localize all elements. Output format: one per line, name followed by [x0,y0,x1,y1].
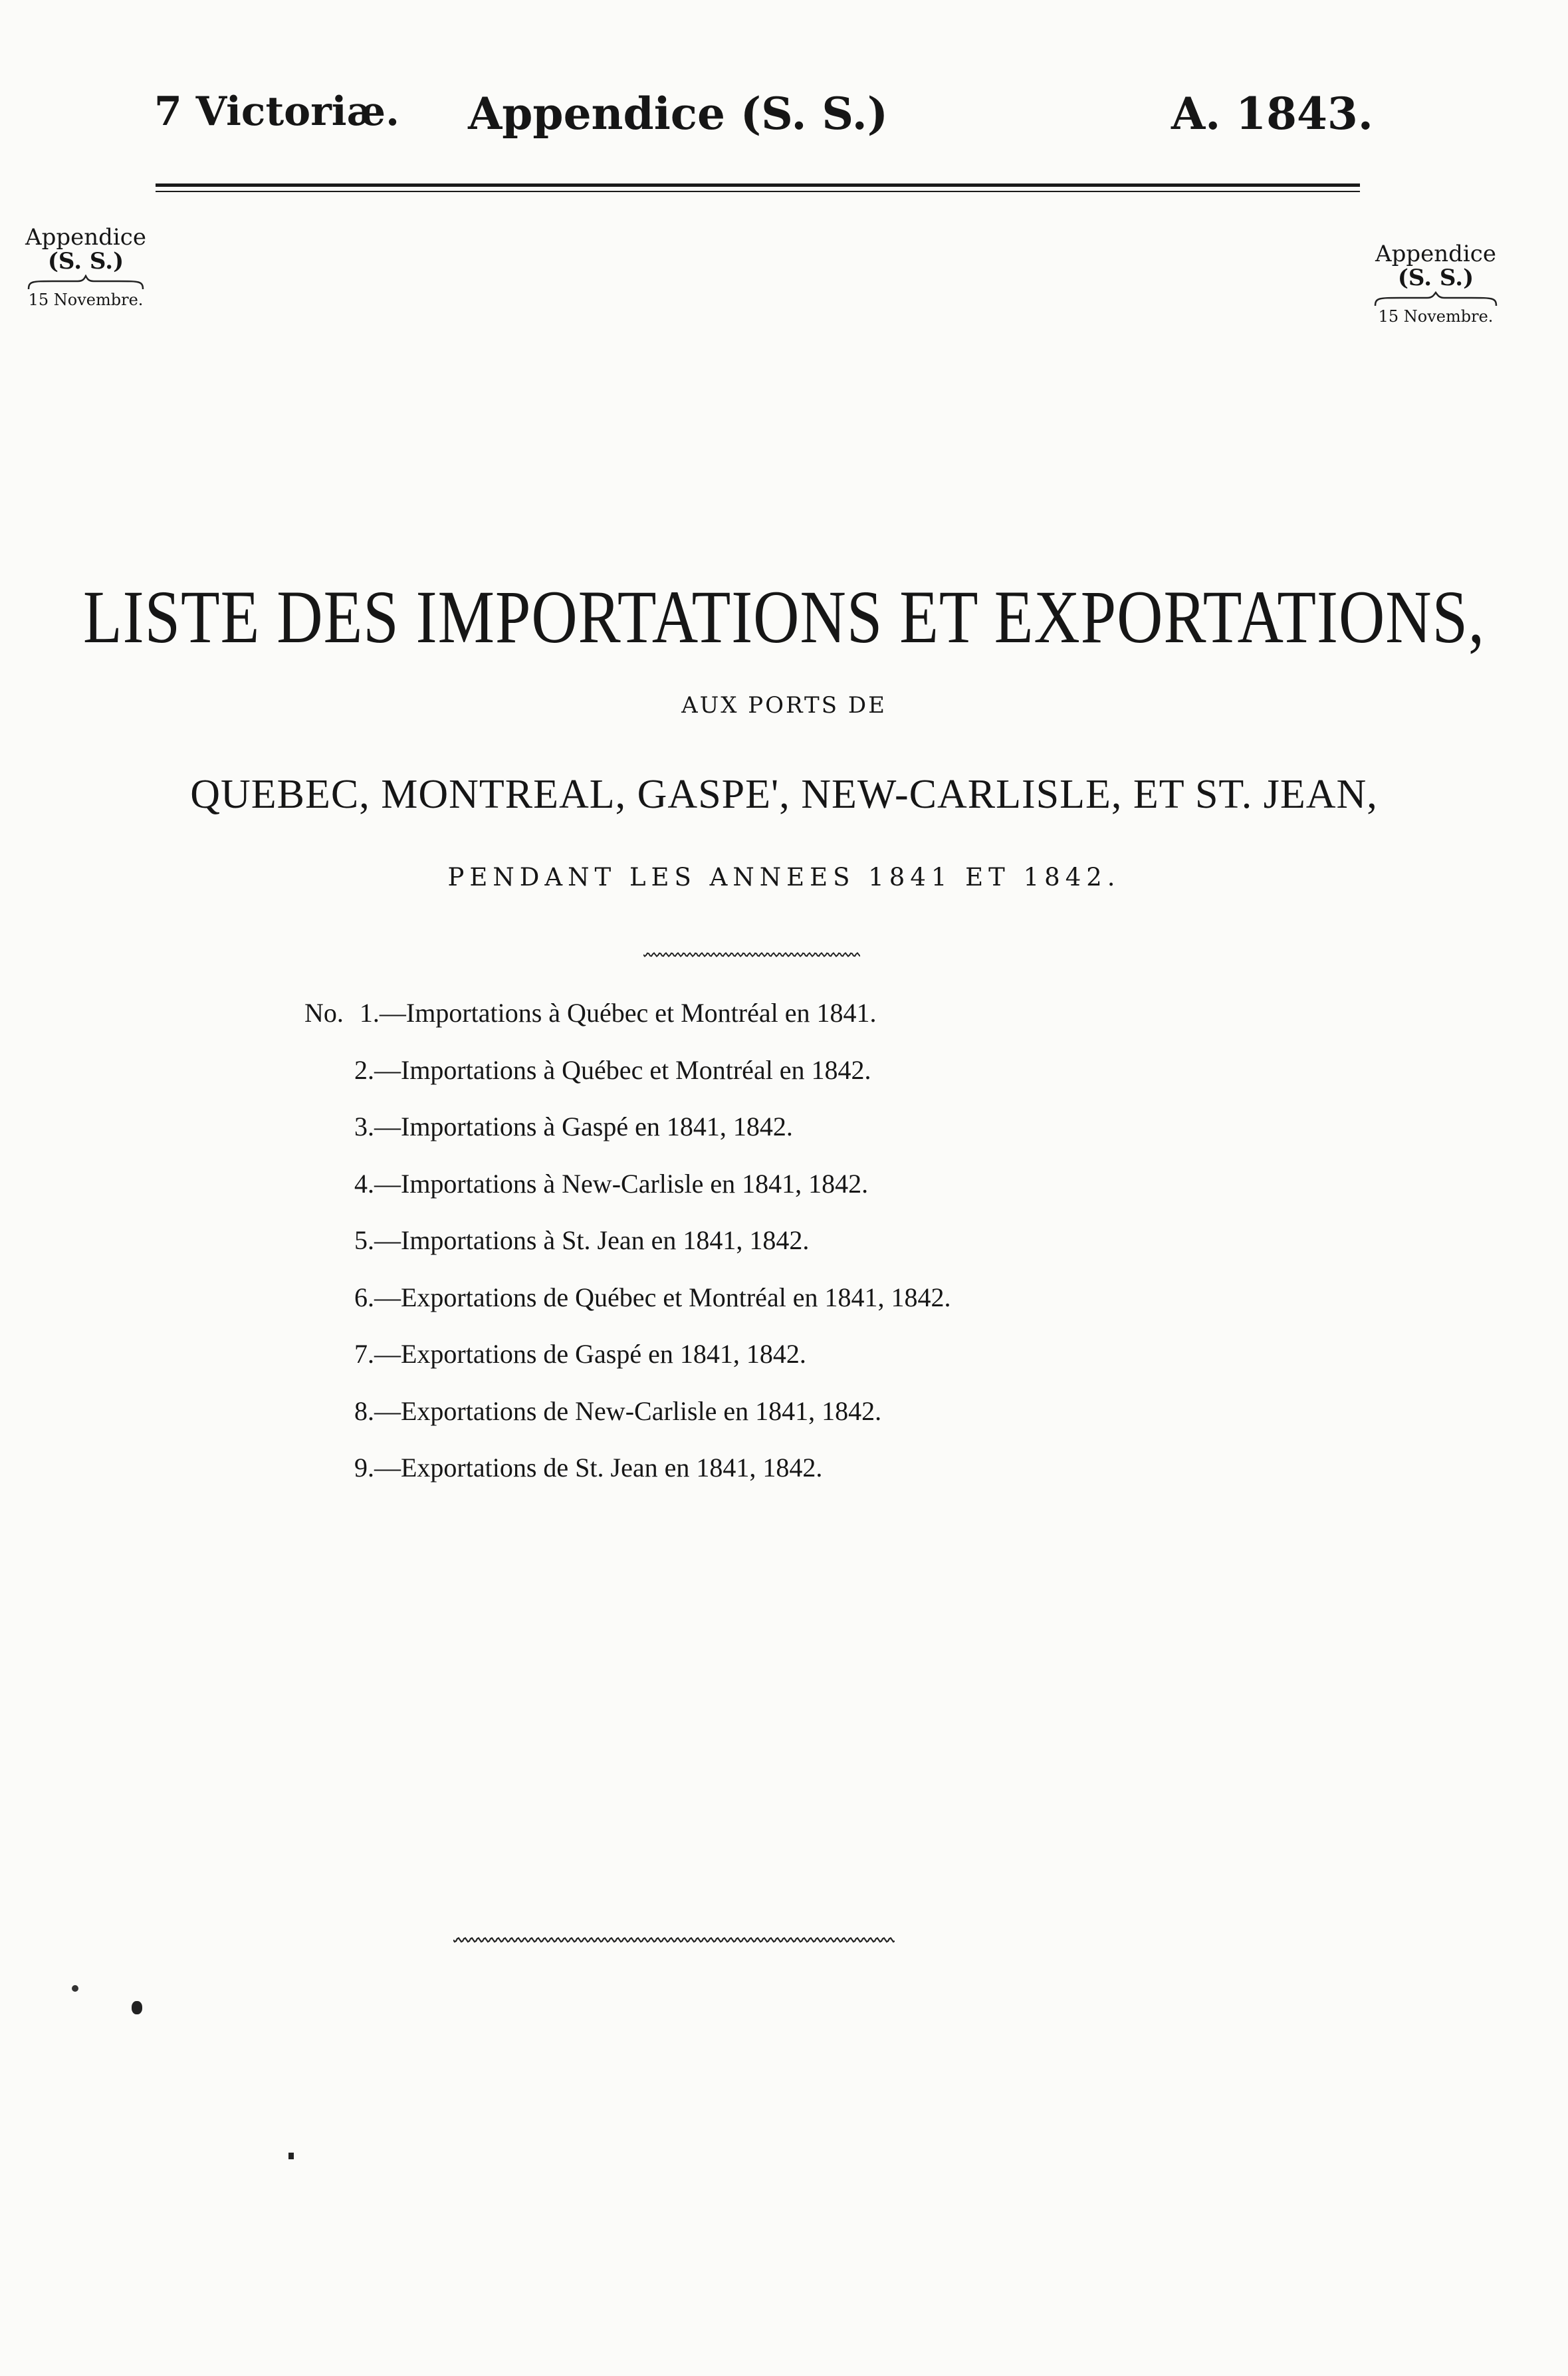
contents-text: —Exportations de Québec et Montréal en 1841, 1842. [374,1282,951,1312]
margin-note-title: Appendice [25,224,146,251]
header-year: A. 1843. [1171,88,1373,140]
contents-number: 9. [354,1453,374,1483]
contents-text: —Importations à St. Jean en 1841, 1842. [374,1225,810,1255]
contents-text: —Importations à Québec et Montréal en 1842. [374,1054,871,1085]
ink-spot [72,1985,78,1992]
contents-text: —Exportations de St. Jean en 1841, 1842. [374,1453,823,1483]
contents-text: —Importations à Québec et Montréal en 1841. [379,998,877,1028]
margin-note-title: Appendice [1375,241,1496,267]
years-line: PENDANT LES ANNEES 1841 ET 1842. [447,863,1121,891]
ink-spot [132,2001,142,2014]
header-appendix: Appendice (S. S.) [468,88,888,140]
margin-note-code: (S. S.) [47,247,124,275]
header-rule-thick [156,183,1360,187]
contents-item-9 [304,1452,1301,1509]
contents-item-2 [304,1054,1301,1112]
contents-number: 8. [354,1395,374,1426]
ink-spot [288,2153,294,2159]
wavy-divider-bottom [453,1935,895,1945]
contents-item-8 [304,1395,1301,1453]
document-title: LISTE DES IMPORTATIONS ET EXPORTATIONS, [82,574,1486,659]
brace-icon [1373,291,1499,308]
contents-item-7 [304,1338,1301,1395]
contents-item-3 [304,1111,1301,1168]
header-rule-thin [156,191,1360,192]
contents-prefix: No. [304,998,344,1028]
contents-text: —Importations à New-Carlisle en 1841, 1842. [374,1168,869,1199]
contents-item-5 [304,1225,1301,1282]
contents-number: 6. [354,1282,374,1312]
contents-number: 3. [354,1112,374,1141]
contents-number: 4. [354,1168,374,1199]
contents-text: —Exportations de Gaspé en 1841, 1842. [374,1339,806,1369]
contents-text: —Exportations de New-Carlisle en 1841, 1842. [374,1395,882,1426]
brace-icon [26,275,146,292]
contents-number: 1. [359,998,380,1028]
contents-number: 7. [354,1339,374,1369]
header-regnal-year: 7 Victoriæ. [154,88,399,135]
contents-item-1 [304,997,1301,1054]
contents-item-6 [304,1282,1301,1339]
contents-number: 5. [354,1225,374,1255]
contents-number: 2. [354,1054,374,1085]
margin-note-left [23,226,149,309]
margin-note-code: (S. S.) [1397,264,1474,291]
contents-item-4 [304,1168,1301,1225]
wavy-divider-top [643,951,860,959]
margin-note-right [1369,243,1502,326]
document-subtitle: AUX PORTS DE [681,692,887,719]
margin-note-date: 15 Novembre. [28,291,144,310]
margin-note-date: 15 Novembre. [1378,307,1494,326]
ports-line: QUEBEC, MONTREAL, GASPE', NEW-CARLISLE, ET ST. JEAN, [190,772,1378,817]
contents-list [304,997,1301,1509]
contents-text: —Importations à Gaspé en 1841, 1842. [374,1112,793,1141]
